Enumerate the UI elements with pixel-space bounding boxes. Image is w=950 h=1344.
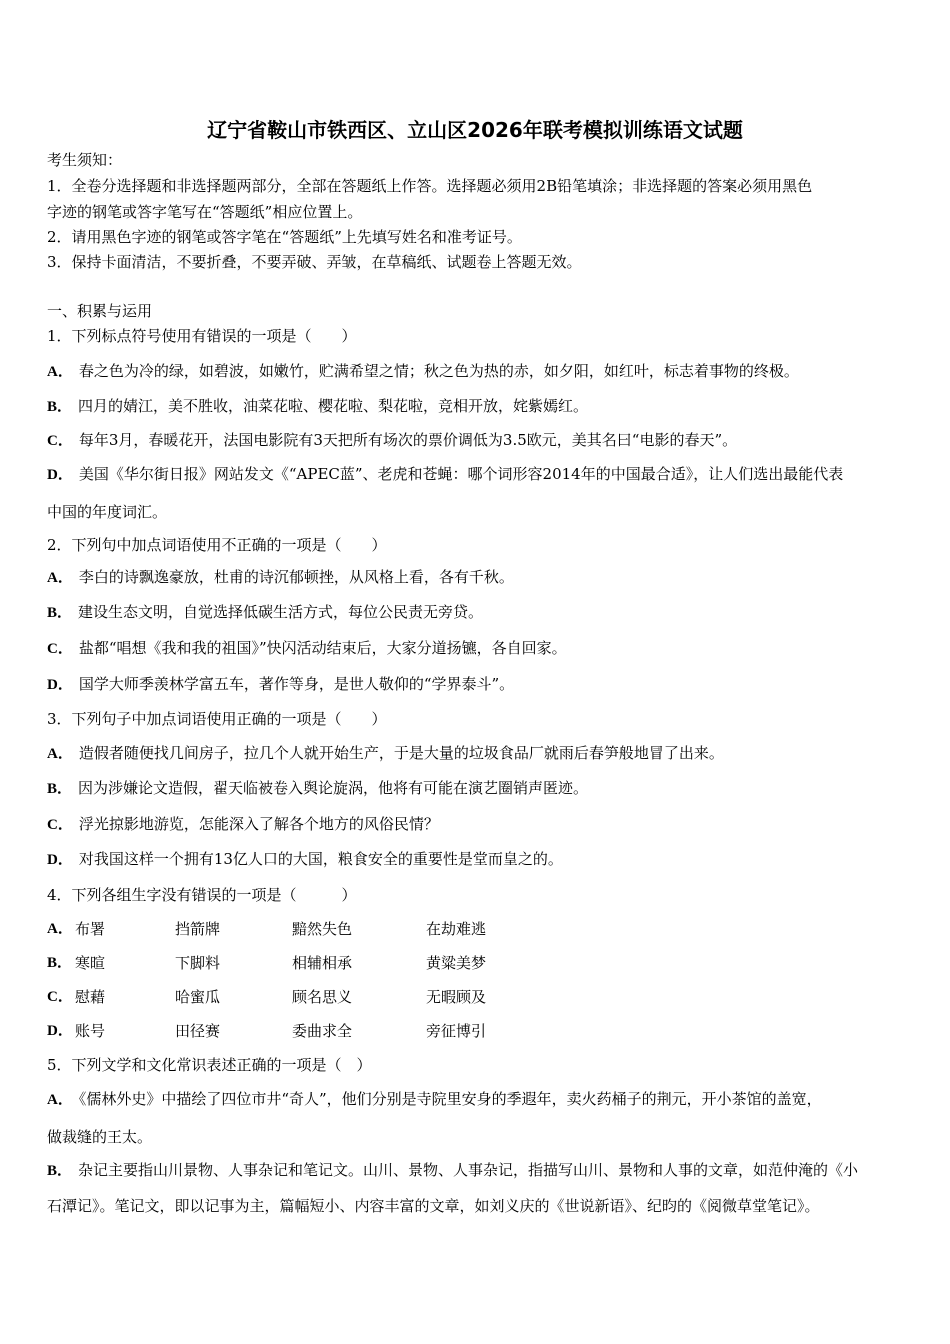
word-cell: 哈蜜瓜 (175, 988, 221, 1006)
option-label: A． (47, 570, 73, 586)
word-cell: 挡箭牌 (175, 920, 221, 938)
option-a (47, 567, 514, 588)
option-b (47, 1160, 858, 1181)
word-cell: 委曲求全 (292, 1022, 353, 1040)
word-cell: 田径赛 (175, 1022, 221, 1040)
word-cell: 寒暄 (75, 954, 106, 972)
question-stem: 4．下列各组生字没有错误的一项是（ ） (47, 886, 357, 904)
option-c (47, 430, 737, 451)
option-d-cont: 中国的年度词汇。 (47, 503, 168, 521)
option-d (47, 464, 843, 485)
question-stem: 5．下列文学和文化常识表述正确的一项是（ ） (47, 1056, 372, 1074)
option-a (47, 743, 724, 764)
option-b-cont: 石潭记》。笔记文，即以记事为主，篇幅短小、内容丰富的文章，如刘义庆的《世说新语》、纪昀的《阅微草堂笔记》。 (47, 1197, 820, 1215)
option-text: 春之色为冷的绿，如碧波，如嫩竹，贮满希望之情；秋之色为热的赤，如夕阳，如红叶，标志着事物的终极。 (78, 362, 799, 380)
notice-item: 2．请用黑色字迹的钢笔或答字笔在“答题纸”上先填写姓名和准考证号。 (47, 228, 522, 246)
option-label: A． (47, 746, 73, 762)
option-c (47, 814, 439, 835)
option-text: 每年3月，春暖花开，法国电影院有3天把所有场次的票价调低为3.5欧元，美其名曰“电影的春天”。 (78, 431, 738, 449)
word-cell: 旁征博引 (426, 1022, 487, 1040)
word-cell: 相辅相承 (292, 954, 353, 972)
option-label: D． (47, 677, 73, 693)
option-b (47, 778, 588, 799)
notice-item: 字迹的钢笔或答字笔写在“答题纸”相应位置上。 (47, 203, 363, 221)
option-label: C． (47, 641, 73, 657)
option-label: B． (47, 781, 73, 797)
notice-item: 3．保持卡面清洁，不要折叠，不要弄破、弄皱，在草稿纸、试题卷上答题无效。 (47, 253, 582, 271)
option-text: 建设生态文明，自觉选择低碳生活方式，每位公民责无旁贷。 (78, 603, 484, 621)
notice-heading: 考生须知： (47, 151, 123, 169)
word-cell: 顾名思义 (292, 988, 353, 1006)
option-label: A． (47, 1092, 73, 1108)
option-text: 《儒林外史》中描绘了四位市井“奇人”，他们分别是寺院里安身的季遐年，卖火药桶子的荆元，开小茶馆的盖宽， (78, 1090, 822, 1108)
option-label: D． (47, 852, 73, 868)
option-label: A． (47, 921, 73, 937)
option-label: B． (47, 1163, 73, 1179)
option-d (47, 849, 563, 870)
word-cell: 无暇顾及 (426, 988, 487, 1006)
option-text: 四月的婧江，美不胜收，油菜花啦、樱花啦、梨花啦，竞相开放，姹紫嫣红。 (78, 397, 589, 415)
option-text: 国学大师季羡林学富五车，著作等身，是世人敬仰的“学界泰斗”。 (78, 675, 515, 693)
option-c (47, 638, 567, 659)
word-cell: 黯然失色 (292, 920, 353, 938)
option-d (47, 674, 514, 695)
option-text: 李白的诗飘逸豪放，杜甫的诗沉郁顿挫，从风格上看，各有千秋。 (78, 568, 514, 586)
word-cell: 慰藉 (75, 988, 106, 1006)
option-a-cont: 做裁缝的王太。 (47, 1128, 153, 1146)
option-label: C． (47, 433, 73, 449)
question-stem: 2．下列句中加点词语使用不正确的一项是（ ） (47, 536, 387, 554)
option-a (47, 361, 799, 382)
option-label: C． (47, 989, 73, 1005)
word-cell: 黄粱美梦 (426, 954, 487, 972)
word-cell: 在劫难逃 (426, 920, 487, 938)
option-text: 因为涉嫌论文造假，翟天临被卷入舆论旋涡，他将有可能在演艺圈销声匿迹。 (78, 779, 589, 797)
word-cell: 账号 (75, 1022, 106, 1040)
word-cell: 下脚料 (175, 954, 221, 972)
notice-item: 1．全卷分选择题和非选择题两部分，全部在答题纸上作答。选择题必须用2B铅笔填涂；非选择题的答案必须用黑色 (47, 177, 813, 195)
option-text: 杂记主要指山川景物、人事杂记和笔记文。山川、景物、人事杂记，指描写山川、景物和人事的文章，如范仲淹的《小 (78, 1161, 859, 1179)
option-label: A． (47, 364, 73, 380)
option-label: C． (47, 817, 73, 833)
question-stem: 1．下列标点符号使用有错误的一项是（ ） (47, 327, 357, 345)
section-heading: 一、积累与运用 (47, 302, 153, 320)
option-text: 造假者随便找几间房子，拉几个人就开始生产，于是大量的垃圾食品厂就雨后春笋般地冒了出来。 (78, 744, 724, 762)
option-text: 浮光掠影地游览，怎能深入了解各个地方的风俗民情？ (78, 815, 439, 833)
word-cell: 布署 (75, 920, 106, 938)
question-stem: 3．下列句子中加点词语使用正确的一项是（ ） (47, 710, 387, 728)
option-b (47, 396, 588, 417)
option-a (47, 1089, 822, 1110)
option-label: B． (47, 605, 73, 621)
option-label: B． (47, 399, 73, 415)
page-title: 辽宁省鞍山市铁西区、立山区2026年联考模拟训练语文试题 (207, 118, 743, 142)
option-text: 盐都“唱想《我和我的祖国》”快闪活动结束后，大家分道扬镳，各自回家。 (78, 639, 567, 657)
option-text: 对我国这样一个拥有13亿人口的大国，粮食安全的重要性是堂而皇之的。 (78, 850, 563, 868)
option-label: B． (47, 955, 73, 971)
option-text: 美国《华尔街日报》网站发文《“APEC蓝”、老虎和苍蝇：哪个词形容2014年的中国最合适》，让人们选出最能代表 (78, 465, 844, 483)
option-label: D． (47, 1023, 73, 1039)
option-b (47, 602, 483, 623)
option-label: D． (47, 467, 73, 483)
